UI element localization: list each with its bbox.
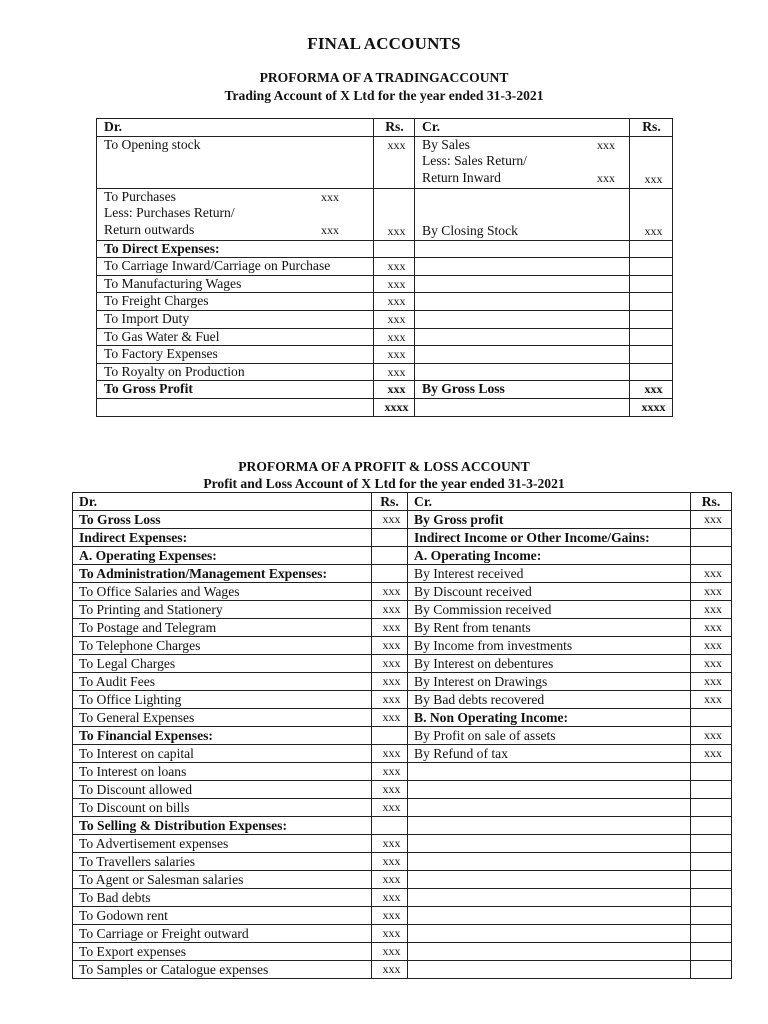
- table-row: [73, 871, 732, 889]
- credit-label: By Bad debts recovered: [408, 691, 691, 709]
- debit-amount: xxx: [372, 637, 408, 655]
- debit-label: To Office Lighting: [73, 691, 372, 709]
- debit-label: To Financial Expenses:: [73, 727, 372, 745]
- credit-label: [408, 835, 691, 853]
- debit-amount: [372, 529, 408, 547]
- net-sales-amount: xxx: [630, 136, 673, 188]
- credit-label: By Interest received: [408, 565, 691, 583]
- table-row: [73, 709, 732, 727]
- credit-label: [408, 871, 691, 889]
- expense-amount: xxx: [374, 328, 415, 346]
- debit-amount: [372, 565, 408, 583]
- credit-amount: [691, 763, 732, 781]
- pl-subheading: Profit and Loss Account of X Ltd for the year ended 31-3-2021: [203, 476, 565, 491]
- table-row: [97, 346, 673, 364]
- debit-label: To Postage and Telegram: [73, 619, 372, 637]
- debit-amount: xxx: [372, 781, 408, 799]
- table-row: [73, 853, 732, 871]
- sales-label: By Sales: [422, 136, 470, 152]
- trading-account-table: [96, 118, 673, 417]
- credit-amount: xxx: [691, 565, 732, 583]
- gross-loss-amount: xxx: [630, 381, 673, 399]
- credit-label: By Profit on sale of assets: [408, 727, 691, 745]
- total-cr-amount: xxxx: [630, 398, 673, 416]
- credit-amount: xxx: [691, 673, 732, 691]
- table-row: [73, 727, 732, 745]
- debit-amount: xxx: [372, 745, 408, 763]
- table-row: [73, 511, 732, 529]
- credit-amount: xxx: [691, 601, 732, 619]
- credit-label: A. Operating Income:: [408, 547, 691, 565]
- table-row: [73, 925, 732, 943]
- opening-stock-amount: xxx: [374, 136, 415, 188]
- credit-amount: [691, 799, 732, 817]
- debit-amount: xxx: [372, 619, 408, 637]
- debit-label: To Bad debts: [73, 889, 372, 907]
- credit-label: [408, 781, 691, 799]
- expense-label: To Manufacturing Wages: [97, 275, 374, 293]
- return-outwards-label: Return outwards: [104, 221, 195, 237]
- return-inward-label: Return Inward: [422, 169, 501, 185]
- credit-label: [408, 799, 691, 817]
- debit-label: To Samples or Catalogue expenses: [73, 961, 372, 979]
- debit-amount: xxx: [372, 583, 408, 601]
- debit-amount: xxx: [372, 925, 408, 943]
- rs-header: Rs.: [374, 119, 415, 137]
- debit-amount: xxx: [372, 871, 408, 889]
- table-header-row: [73, 493, 732, 511]
- debit-label: To Selling & Distribution Expenses:: [73, 817, 372, 835]
- sales-return-label: Less: Sales Return/: [422, 153, 527, 169]
- expense-label: To Freight Charges: [97, 293, 374, 311]
- debit-amount: xxx: [372, 601, 408, 619]
- debit-label: To Advertisement expenses: [73, 835, 372, 853]
- table-row: [73, 637, 732, 655]
- debit-amount: xxx: [372, 709, 408, 727]
- debit-label: To Administration/Management Expenses:: [73, 565, 372, 583]
- gross-profit-label: To Gross Profit: [97, 381, 374, 399]
- expense-amount: xxx: [374, 363, 415, 381]
- credit-amount: [691, 529, 732, 547]
- credit-amount: [691, 835, 732, 853]
- cr-header: Cr.: [408, 493, 691, 511]
- debit-amount: xxx: [372, 907, 408, 925]
- table-row: [97, 188, 673, 240]
- table-row: [73, 907, 732, 925]
- credit-amount: [691, 889, 732, 907]
- expense-label: To Import Duty: [97, 310, 374, 328]
- purchases-amount: xxx: [321, 189, 339, 204]
- net-purchases-amount: xxx: [374, 188, 415, 240]
- purchases-label: To Purchases: [104, 188, 176, 204]
- table-row: [73, 619, 732, 637]
- trading-subheading: Trading Account of X Ltd for the year ended 31-3-2021: [224, 88, 544, 103]
- expense-amount: xxx: [374, 258, 415, 276]
- credit-amount: xxx: [691, 583, 732, 601]
- rs-header: Rs.: [691, 493, 732, 511]
- credit-amount: xxx: [691, 511, 732, 529]
- debit-label: To Travellers salaries: [73, 853, 372, 871]
- debit-label: To Interest on loans: [73, 763, 372, 781]
- return-inward-amount: xxx: [597, 170, 615, 185]
- debit-amount: [372, 547, 408, 565]
- credit-amount: [691, 817, 732, 835]
- expense-amount: xxx: [374, 310, 415, 328]
- credit-amount: xxx: [691, 619, 732, 637]
- rs-header: Rs.: [630, 119, 673, 137]
- credit-amount: [691, 961, 732, 979]
- debit-amount: xxx: [372, 691, 408, 709]
- expense-label: To Royalty on Production: [97, 363, 374, 381]
- credit-amount: [691, 871, 732, 889]
- credit-amount: xxx: [691, 637, 732, 655]
- credit-amount: xxx: [691, 745, 732, 763]
- expense-label: To Gas Water & Fuel: [97, 328, 374, 346]
- debit-amount: xxx: [372, 853, 408, 871]
- debit-amount: xxx: [372, 799, 408, 817]
- debit-amount: xxx: [372, 511, 408, 529]
- credit-amount: xxx: [691, 655, 732, 673]
- debit-amount: xxx: [372, 763, 408, 781]
- dr-header: Dr.: [97, 119, 374, 137]
- debit-label: To Gross Loss: [73, 511, 372, 529]
- table-row: [97, 293, 673, 311]
- credit-label: By Interest on Drawings: [408, 673, 691, 691]
- credit-label: [408, 907, 691, 925]
- credit-amount: xxx: [691, 691, 732, 709]
- debit-label: To Godown rent: [73, 907, 372, 925]
- credit-amount: xxx: [691, 727, 732, 745]
- direct-expenses-label: To Direct Expenses:: [97, 240, 374, 258]
- debit-label: To Legal Charges: [73, 655, 372, 673]
- expense-amount: xxx: [374, 293, 415, 311]
- debit-label: Indirect Expenses:: [73, 529, 372, 547]
- table-row: [73, 691, 732, 709]
- table-row: [73, 799, 732, 817]
- debit-label: To Export expenses: [73, 943, 372, 961]
- cr-header: Cr.: [415, 119, 630, 137]
- credit-label: [408, 817, 691, 835]
- expense-amount: xxx: [374, 346, 415, 364]
- credit-label: By Refund of tax: [408, 745, 691, 763]
- credit-label: [408, 889, 691, 907]
- table-row: [73, 745, 732, 763]
- credit-amount: [691, 853, 732, 871]
- credit-amount: [691, 943, 732, 961]
- credit-label: B. Non Operating Income:: [408, 709, 691, 727]
- debit-amount: xxx: [372, 835, 408, 853]
- credit-amount: [691, 709, 732, 727]
- expense-label: To Carriage Inward/Carriage on Purchase: [97, 258, 374, 276]
- table-row: [73, 943, 732, 961]
- credit-label: [408, 763, 691, 781]
- opening-stock-label: To Opening stock: [97, 136, 374, 188]
- table-row: [97, 258, 673, 276]
- gross-profit-amount: xxx: [374, 381, 415, 399]
- table-row: [97, 136, 673, 188]
- debit-label: To Discount allowed: [73, 781, 372, 799]
- debit-amount: xxx: [372, 673, 408, 691]
- debit-label: To Agent or Salesman salaries: [73, 871, 372, 889]
- table-row: [73, 889, 732, 907]
- credit-label: [408, 943, 691, 961]
- table-row: [73, 565, 732, 583]
- table-row: [97, 363, 673, 381]
- table-row: [73, 817, 732, 835]
- debit-label: To Interest on capital: [73, 745, 372, 763]
- table-row: [73, 781, 732, 799]
- debit-amount: xxx: [372, 655, 408, 673]
- table-row: [97, 328, 673, 346]
- credit-label: Indirect Income or Other Income/Gains:: [408, 529, 691, 547]
- credit-label: [408, 853, 691, 871]
- table-row: [73, 961, 732, 979]
- debit-label: To General Expenses: [73, 709, 372, 727]
- credit-amount: [691, 781, 732, 799]
- total-dr-amount: xxxx: [374, 398, 415, 416]
- debit-label: To Audit Fees: [73, 673, 372, 691]
- debit-label: To Telephone Charges: [73, 637, 372, 655]
- table-row: [73, 529, 732, 547]
- sales-cell: [415, 136, 630, 188]
- page-title: FINAL ACCOUNTS: [307, 34, 461, 53]
- debit-label: To Carriage or Freight outward: [73, 925, 372, 943]
- sales-amount: xxx: [597, 137, 615, 152]
- trading-heading: PROFORMA OF A TRADINGACCOUNT: [259, 70, 509, 85]
- debit-label: To Office Salaries and Wages: [73, 583, 372, 601]
- credit-label: [408, 961, 691, 979]
- dr-header: Dr.: [73, 493, 372, 511]
- purchases-cell: [97, 188, 374, 240]
- debit-amount: [372, 817, 408, 835]
- table-row: [97, 381, 673, 399]
- credit-label: By Gross profit: [408, 511, 691, 529]
- credit-amount: [691, 925, 732, 943]
- table-row: [73, 547, 732, 565]
- table-row: [73, 601, 732, 619]
- credit-label: By Discount received: [408, 583, 691, 601]
- credit-label: By Income from investments: [408, 637, 691, 655]
- table-row: [73, 835, 732, 853]
- credit-amount: [691, 547, 732, 565]
- profit-loss-table: [72, 492, 732, 979]
- credit-label: By Interest on debentures: [408, 655, 691, 673]
- debit-label: To Printing and Stationery: [73, 601, 372, 619]
- closing-stock-label: By Closing Stock: [415, 188, 630, 240]
- table-row: [73, 583, 732, 601]
- table-row: [73, 673, 732, 691]
- credit-label: [408, 925, 691, 943]
- debit-amount: xxx: [372, 943, 408, 961]
- expense-label: To Factory Expenses: [97, 346, 374, 364]
- return-outwards-amount: xxx: [321, 222, 339, 237]
- gross-loss-label: By Gross Loss: [415, 381, 630, 399]
- debit-amount: [372, 727, 408, 745]
- table-row: [97, 275, 673, 293]
- table-row: [97, 240, 673, 258]
- table-row: [73, 763, 732, 781]
- rs-header: Rs.: [372, 493, 408, 511]
- debit-amount: xxx: [372, 889, 408, 907]
- table-row: [97, 310, 673, 328]
- totals-row: [97, 398, 673, 416]
- debit-amount: xxx: [372, 961, 408, 979]
- expense-amount: xxx: [374, 275, 415, 293]
- table-row: [73, 655, 732, 673]
- credit-label: By Rent from tenants: [408, 619, 691, 637]
- credit-amount: [691, 907, 732, 925]
- pl-heading: PROFORMA OF A PROFIT & LOSS ACCOUNT: [238, 459, 530, 474]
- table-header-row: [97, 119, 673, 137]
- debit-label: A. Operating Expenses:: [73, 547, 372, 565]
- purchases-return-label: Less: Purchases Return/: [104, 205, 235, 221]
- credit-label: By Commission received: [408, 601, 691, 619]
- debit-label: To Discount on bills: [73, 799, 372, 817]
- closing-stock-amount: xxx: [630, 188, 673, 240]
